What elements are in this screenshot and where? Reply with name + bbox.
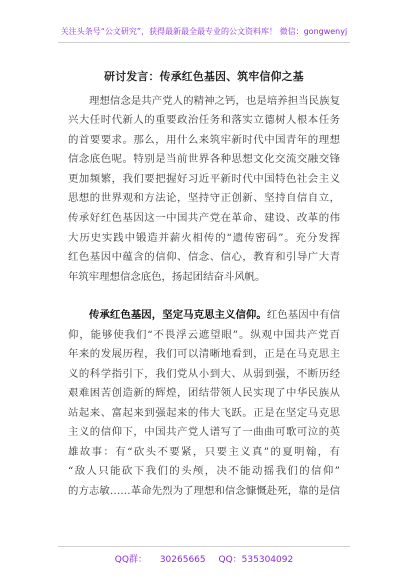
paragraph-2-line: 雄故事：有“砍头不要紧，只要主义真”的夏明翰，有 xyxy=(68,446,340,458)
paragraph-1-line: 兴大任时代新人的重要政治任务和落实立德树人根本任务 xyxy=(68,114,340,126)
paragraph-2-line-text: 红色基因中有信 xyxy=(266,309,340,321)
footer-divider xyxy=(58,546,350,547)
paragraph-2-line: 年来的发展历程，我们可以清晰地看到，正是在马克思主 xyxy=(68,348,340,360)
paragraph-1-line: 信念底色呢。特别是当前世界各种思想文化交流交融交锋 xyxy=(68,153,340,165)
paragraph-2-line: 仰，能够使我们“不畏浮云遮望眼”。纵观中国共产党百 xyxy=(68,329,340,341)
paragraph-1-line: 的首要要求。那么，用什么来筑牢新时代中国青年的理想 xyxy=(68,134,340,146)
paragraph-2-line: 站起来、富起来到强起来的伟大飞跃。正是在坚定马克思 xyxy=(68,407,340,419)
paragraph-1-line: 年筑牢理想信念底色，扬起团结奋斗风帆。 xyxy=(68,271,266,283)
footer-contact-text: QQ群： 30265665 QQ：535304092 xyxy=(114,555,294,565)
paragraph-2-line: 的方志敏……革命先烈为了理想和信念慷慨赴死，靠的是信 xyxy=(68,485,340,497)
paragraph-2-line: 主义的信仰下，中国共产党人谱写了一曲曲可歌可泣的英 xyxy=(68,426,340,438)
paragraph-1-line: 传承好红色基因这一中国共产党在革命、建设、改革的伟 xyxy=(68,212,340,224)
document-title: 研讨发言：传承红色基因、筑牢信仰之基 xyxy=(104,70,304,83)
paragraph-1-line: 思想的世界观和方法论，坚持守正创新、坚持自信自立， xyxy=(68,192,340,204)
header-promo-text: 关注头条号“公文研究”，获得最新最全最专业的公文资料库！ 微信：gongwenyj xyxy=(60,27,348,36)
paragraph-2-line: 艰难困苦创造新的辉煌，团结带领人民实现了中华民族从 xyxy=(68,387,340,399)
paragraph-1-line: 红色基因中蕴含的信仰、信念、信心，教育和引导广大青 xyxy=(68,251,340,263)
paragraph-2-lead: 传承红色基因，坚定马克思主义信仰。 xyxy=(89,309,267,321)
paragraph-2-line xyxy=(89,309,340,322)
paragraph-1-line: 大历史实践中锻造并薪火相传的“遗传密码”。充分发挥 xyxy=(68,232,340,244)
paragraph-2-line: “敌人只能砍下我们的头颅，决不能动摇我们的信仰” xyxy=(68,465,340,477)
paragraph-1-line: 更加频繁，我们要把握好习近平新时代中国特色社会主义 xyxy=(68,173,340,185)
paragraph-2-line: 义的科学指引下，我们党从小到大、从弱到强，不断历经 xyxy=(68,368,340,380)
paragraph-1-line: 理想信念是共产党人的精神之钙，也是培养担当民族复 xyxy=(89,95,340,107)
header-divider xyxy=(58,42,350,43)
